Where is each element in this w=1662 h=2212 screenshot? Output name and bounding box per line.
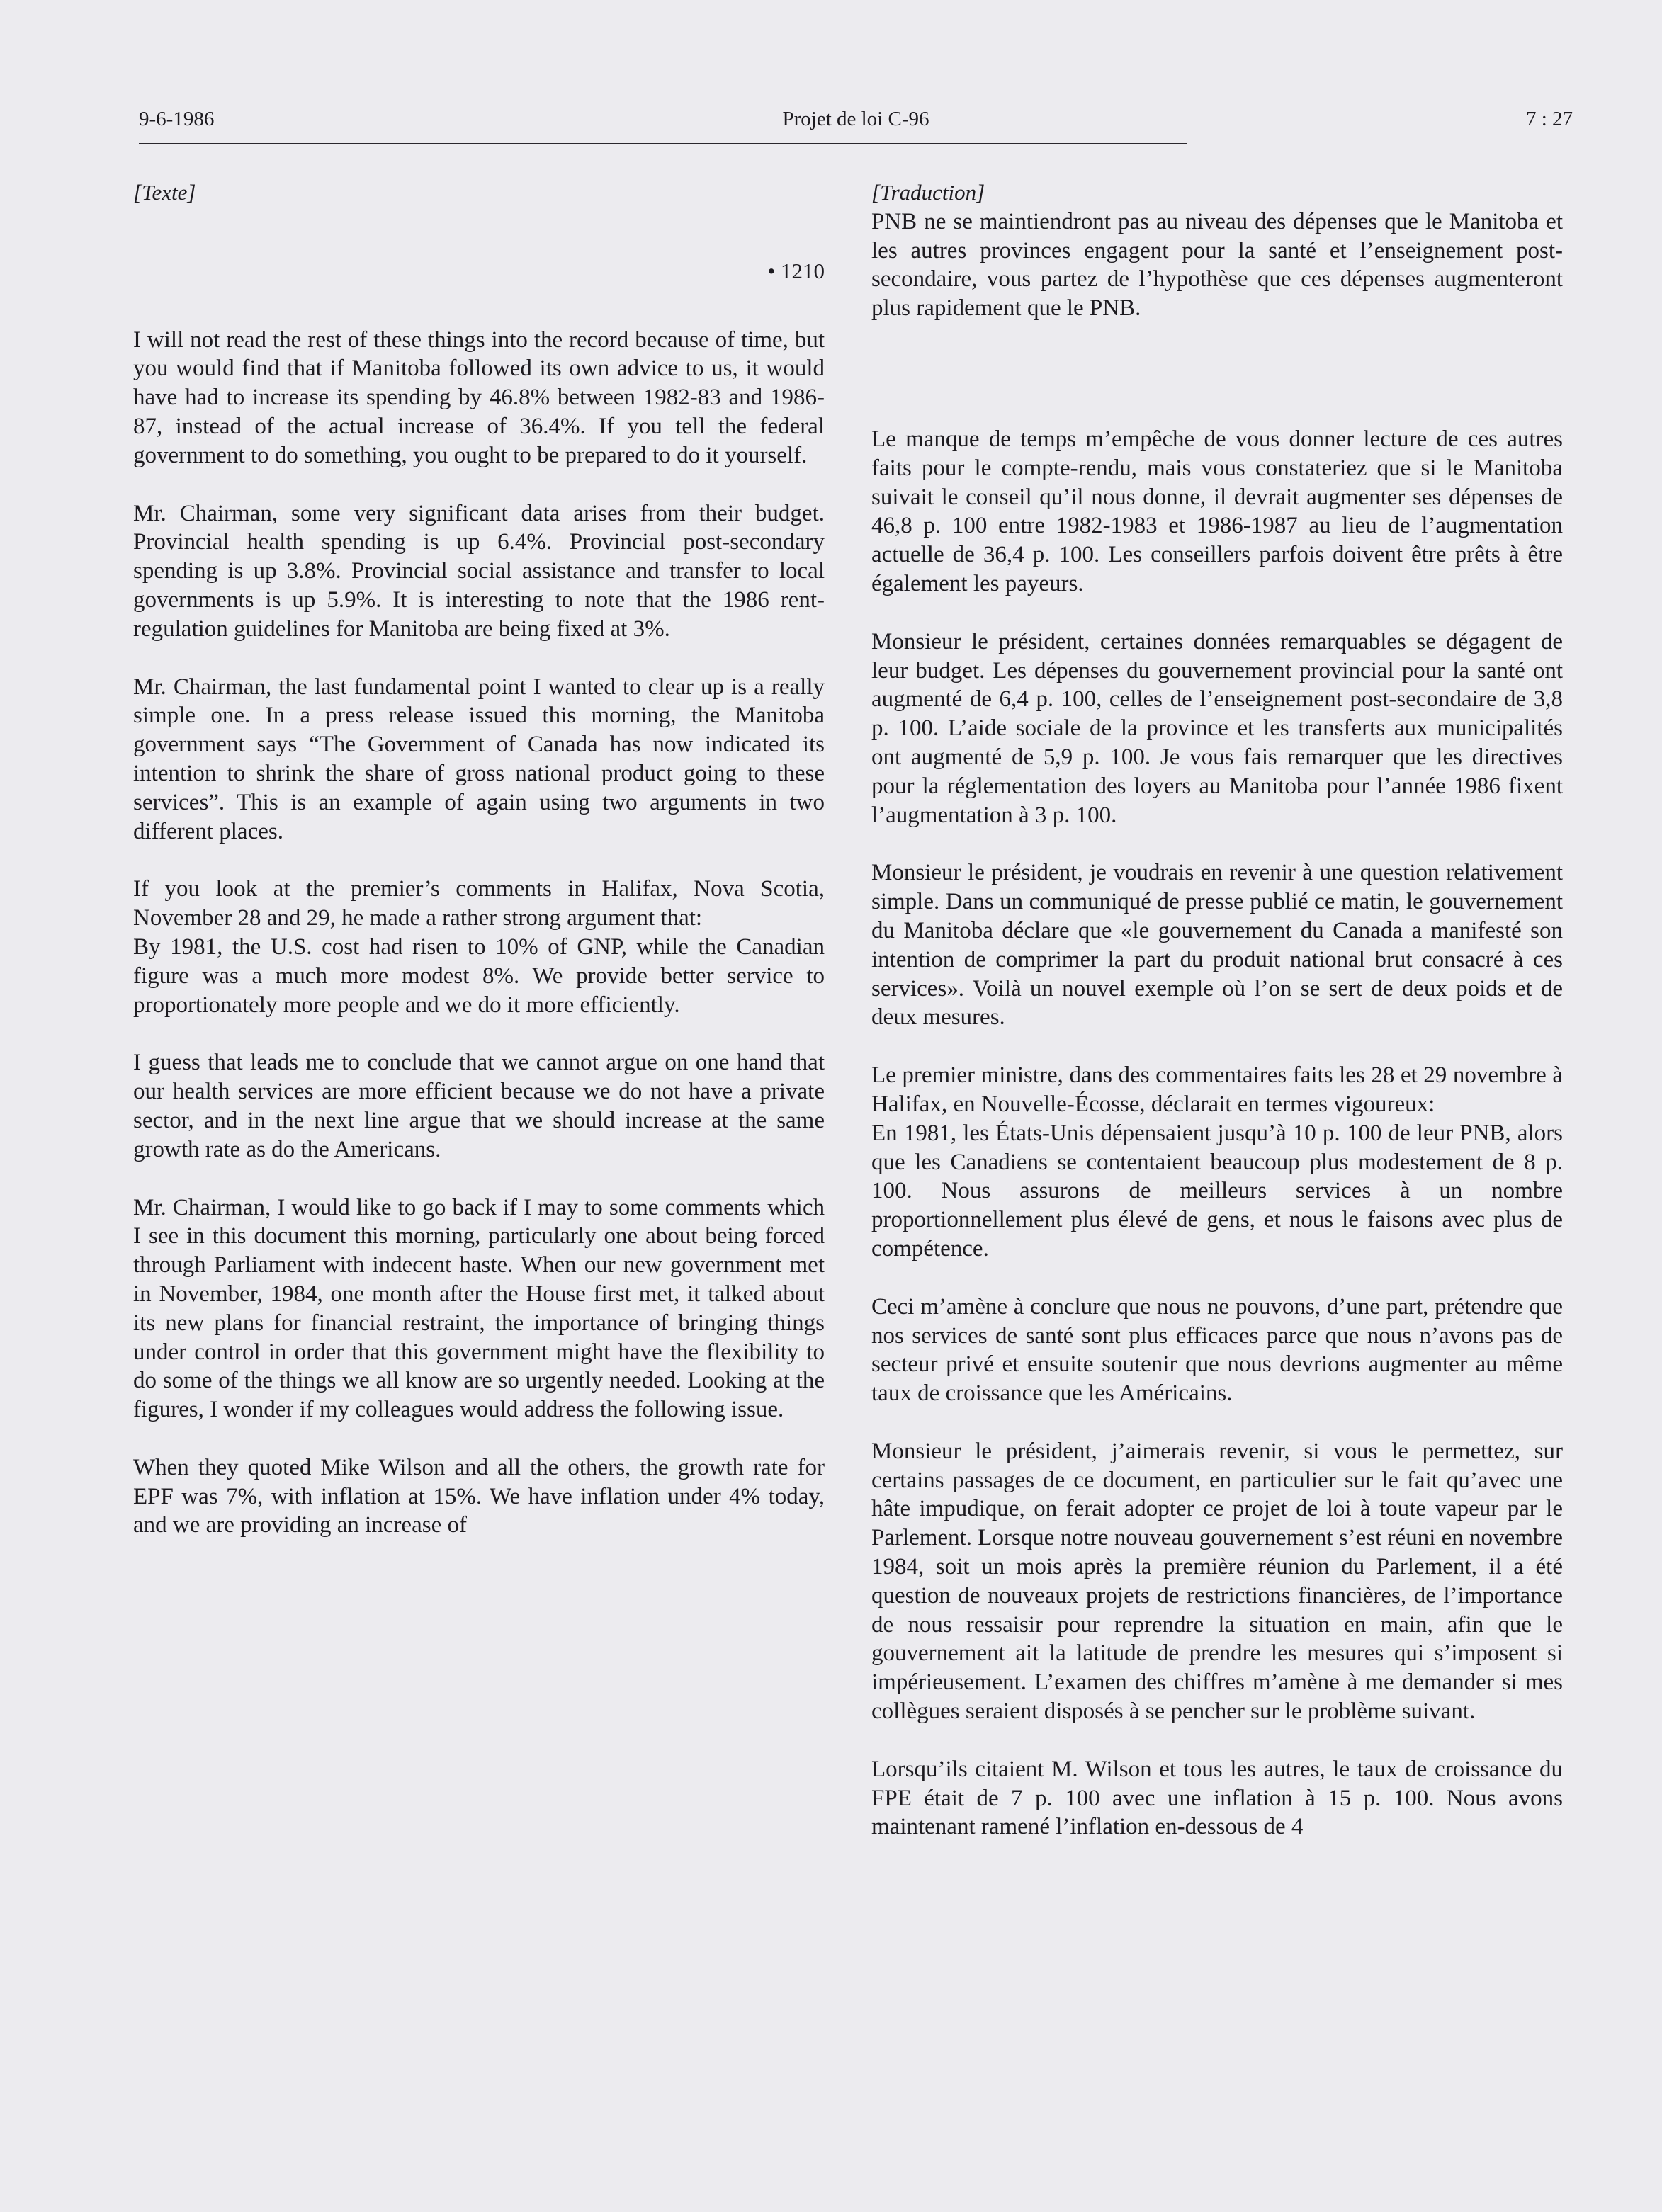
time-marker: • 1210 [767, 258, 825, 283]
header-rule [139, 143, 1187, 144]
paragraph: Mr. Chairman, some very significant data arises from their budget. Provincial health spending is up 6.4%. Provincial post-secondary spending is up 3.8%. Provincial social assistance and transfer to local governments is up 5.9%. It is interesting to note that the 1986 rent-regulation guidelines for Manitoba are being fixed at 3%. [133, 500, 825, 642]
paragraph: Le manque de temps m’empêche de vous donner lecture de ces autres faits pour le compte-rendu, mais vous constateriez que si le Manitoba suivait le conseil qu’il nous donne, il devrait augmenter ses dépenses de 46,8 p. 100 entre 1982-1983 et 1986-1987 au lieu de l’augmentation actuelle de 36,4 p. 100. Les conseillers parfois doivent être prêts à être également les payeurs. [871, 426, 1563, 596]
paragraph: Mr. Chairman, I would like to go back if I may to some comments which I see in this document this morning, particularly one about being forced through Parliament with indecent haste. When our new government met in November, 1984, one month after the House first met, it talked about its new plans for financial restraint, the importance of bringing things under control in order that this government might have the flexibility to do some of the things we all know are so urgently needed. Looking at the figures, I wonder if my colleagues would address the following issue. [133, 1194, 825, 1423]
paragraph: Ceci m’amène à conclure que nous ne pouvons, d’une part, prétendre que nos services de santé sont plus efficaces parce que nous n’avons pas de secteur privé et ensuite soutenir que nous devrions augmenter au même taux de croissance que les Américains. [871, 1293, 1563, 1407]
paragraph: Lorsqu’ils citaient M. Wilson et tous les autres, le taux de croissance du FPE était de 7 p. 100 avec une inflation à 15 p. 100. Nous avons maintenant ramené l’inflation en-dessous de 4 [871, 1756, 1563, 1840]
header-date: 9-6-1986 [139, 108, 215, 130]
paragraph: Monsieur le président, j’aimerais revenir, si vous le permettez, sur certains passages de ce document, en particulier sur le fait qu’avec une hâte impudique, on ferait adopter ce projet de loi à toute vapeur par le Parlement. Lorsque notre nouveau gouvernement s’est réuni en novembre 1984, soit un mois après la première réunion du Parlement, il a été question de nouveaux projets de restrictions financières, de l’importance de nous ressaisir pour reprendre la situation en main, afin que le gouvernement ait la latitude de prendre les mesures qui s’imposent si impérieusement. L’examen des chiffres m’amène à me demander si mes collègues seraient disposés à se pencher sur le problème suivant. [871, 1438, 1563, 1725]
page-header [139, 108, 1573, 143]
column-label-traduction: [Traduction] [871, 180, 985, 205]
french-column [871, 178, 1563, 1871]
paragraph: Monsieur le président, je voudrais en revenir à une question relativement simple. Dans un communiqué de presse publié ce matin, le gouvernement du Manitoba déclare que «le gouvernement du Canada a manifesté son intention de comprimer la part du produit national brut consacré à ces services». Voilà un nouvel exemple où l’on se sert de deux poids et de deux mesures. [871, 860, 1563, 1031]
paragraph: Le premier ministre, dans des commentaires faits les 28 et 29 novembre à Halifax, en Nouvelle-Écosse, déclarait en termes vigoureux: [871, 1062, 1563, 1117]
column-label-texte: [Texte] [133, 180, 196, 205]
paragraph: PNB ne se maintiendront pas au niveau des dépenses que le Manitoba et les autres provinces engagent pour la santé et l’enseignement post-secondaire, vous partez de l’hypothèse que ces dépenses augmenteront plus rapidement que le PNB. [871, 208, 1563, 322]
header-title: Projet de loi C-96 [782, 108, 929, 130]
paragraph: Monsieur le président, certaines données remarquables se dégagent de leur budget. Les dépenses du gouvernement provincial pour la santé ont augmenté de 6,4 p. 100, celles de l’enseignement post-secondaire de 3,8 p. 100. L’aide sociale de la province et les transferts aux municipalités ont augmenté de 5,9 p. 100. Je vous fais remarquer que les directives pour la réglementation des loyers au Manitoba pour l’année 1986 fixent l’augmentation à 3 p. 100. [871, 628, 1563, 828]
header-page-number: 7 : 27 [1525, 108, 1573, 130]
paragraph: If you look at the premier’s comments in Halifax, Nova Scotia, November 28 and 29, he made a rather strong argument that: [133, 876, 825, 931]
block-quote: By 1981, the U.S. cost had risen to 10% of GNP, while the Canadian figure was a much more modest 8%. We provide better service to proportionately more people and we do it more efficiently. [133, 934, 825, 1018]
paragraph: I will not read the rest of these things into the record because of time, but you would find that if Manitoba followed its own advice to us, it would have had to increase its spending by 46.8% between 1982-83 and 1986-87, instead of the actual increase of 36.4%. If you tell the federal government to do something, you ought to be prepared to do it yourself. [133, 327, 825, 468]
english-column [133, 178, 825, 1569]
block-quote: En 1981, les États-Unis dépensaient jusqu’à 10 p. 100 de leur PNB, alors que les Canadiens se contentaient beaucoup plus modestement de 8 p. 100. Nous assurons de meilleurs services à un nombre proportionnellement plus élevé de gens, et nous le faisons avec plus de compétence. [871, 1120, 1563, 1261]
paragraph: I guess that leads me to conclude that we cannot argue on one hand that our health services are more efficient because we do not have a private sector, and in the next line argue that we should increase at the same growth rate as do the Americans. [133, 1050, 825, 1162]
paragraph: Mr. Chairman, the last fundamental point I wanted to clear up is a really simple one. In a press release issued this morning, the Manitoba government says “The Government of Canada has now indicated its intention to shrink the share of gross national product going to these services”. This is an example of again using two arguments in two different places. [133, 674, 825, 844]
paragraph: When they quoted Mike Wilson and all the others, the growth rate for EPF was 7%, with inflation at 15%. We have inflation under 4% today, and we are providing an increase of [133, 1454, 825, 1538]
